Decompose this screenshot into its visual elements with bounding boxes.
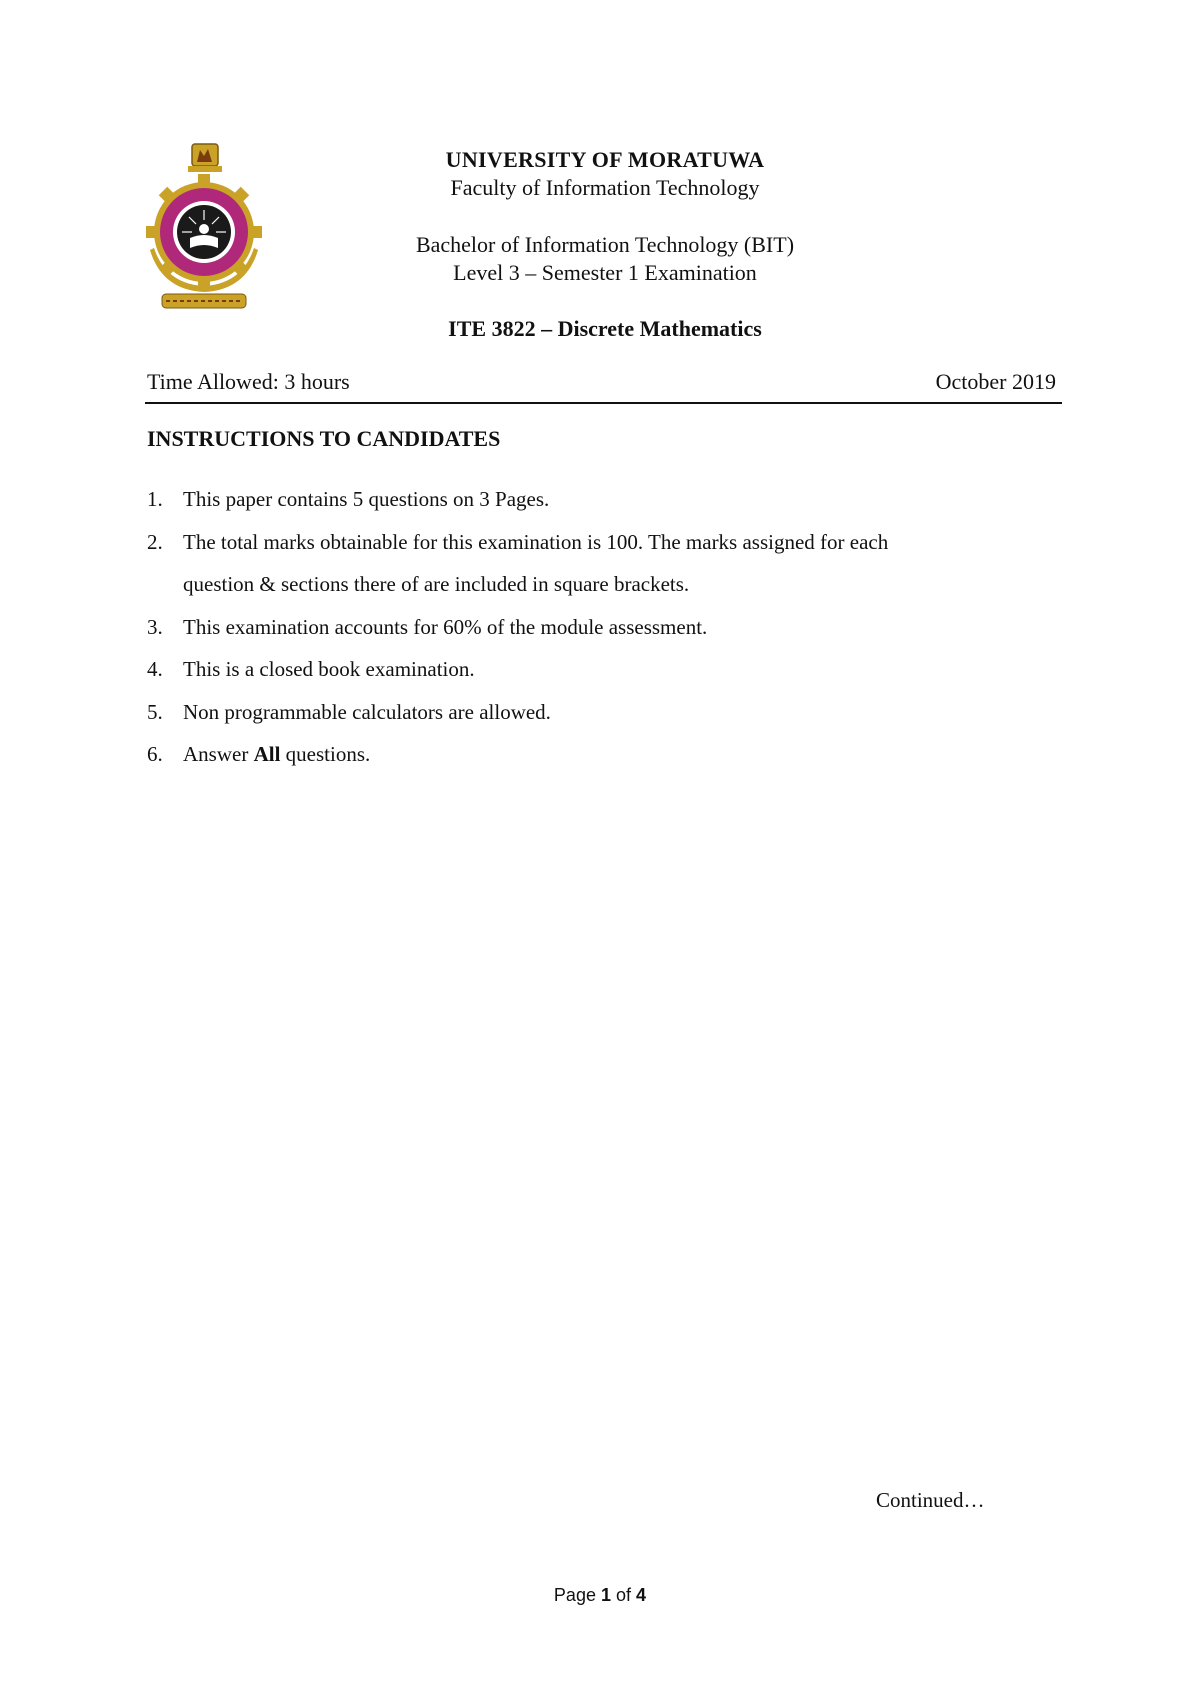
module-title: ITE 3822 – Discrete Mathematics: [448, 316, 762, 341]
instructions-list: [147, 478, 1047, 776]
instruction-number: 4.: [147, 657, 163, 681]
page-word: Page: [553, 1585, 596, 1605]
time-allowed: Time Allowed: 3 hours: [147, 369, 350, 394]
instruction-text-bold: All: [253, 742, 281, 766]
exam-date: October 2019: [935, 369, 1056, 394]
instruction-item: [147, 606, 1047, 649]
instruction-item: [147, 691, 1047, 734]
instruction-text-before: Answer: [183, 742, 254, 766]
header-divider: [145, 402, 1062, 404]
instruction-item: [147, 648, 1047, 691]
continued-note: Continued…: [876, 1488, 985, 1512]
instruction-number: 1.: [147, 487, 163, 511]
instruction-number: 6.: [147, 742, 163, 766]
university-name: UNIVERSITY OF MORATUWA: [445, 147, 765, 172]
instruction-text: question & sections there of are included in square brackets.: [183, 572, 690, 596]
university-crest-icon: [142, 140, 266, 312]
faculty-name: Faculty of Information Technology: [450, 175, 760, 200]
instructions-heading: INSTRUCTIONS TO CANDIDATES: [147, 426, 501, 451]
instruction-text: This examination accounts for 60% of the module assessment.: [183, 614, 708, 639]
instruction-text: This paper contains 5 questions on 3 Pages.: [183, 487, 550, 511]
exam-level: Level 3 – Semester 1 Examination: [453, 260, 757, 285]
instruction-text: Non programmable calculators are allowed.: [183, 699, 551, 724]
page-footer: [0, 1583, 1200, 1607]
instruction-text-after: questions.: [280, 742, 371, 766]
instruction-item: [147, 521, 1047, 564]
degree-name: Bachelor of Information Technology (BIT): [415, 232, 795, 257]
page-current: 1: [600, 1585, 611, 1605]
instruction-text: The total marks obtainable for this examination is 100. The marks assigned for each: [183, 529, 889, 554]
instruction-item: [147, 478, 1047, 521]
instruction-number: 3.: [147, 614, 163, 639]
instruction-number: 2.: [147, 529, 163, 554]
of-word: of: [616, 1585, 632, 1605]
instruction-item-continuation: [147, 563, 1047, 606]
lion-emblem: [188, 144, 222, 172]
page-total: 4: [636, 1585, 647, 1605]
instruction-text: This is a closed book examination.: [183, 657, 475, 681]
instruction-text: [183, 742, 370, 766]
instruction-item: [147, 733, 1047, 776]
instruction-number: 5.: [147, 699, 163, 724]
